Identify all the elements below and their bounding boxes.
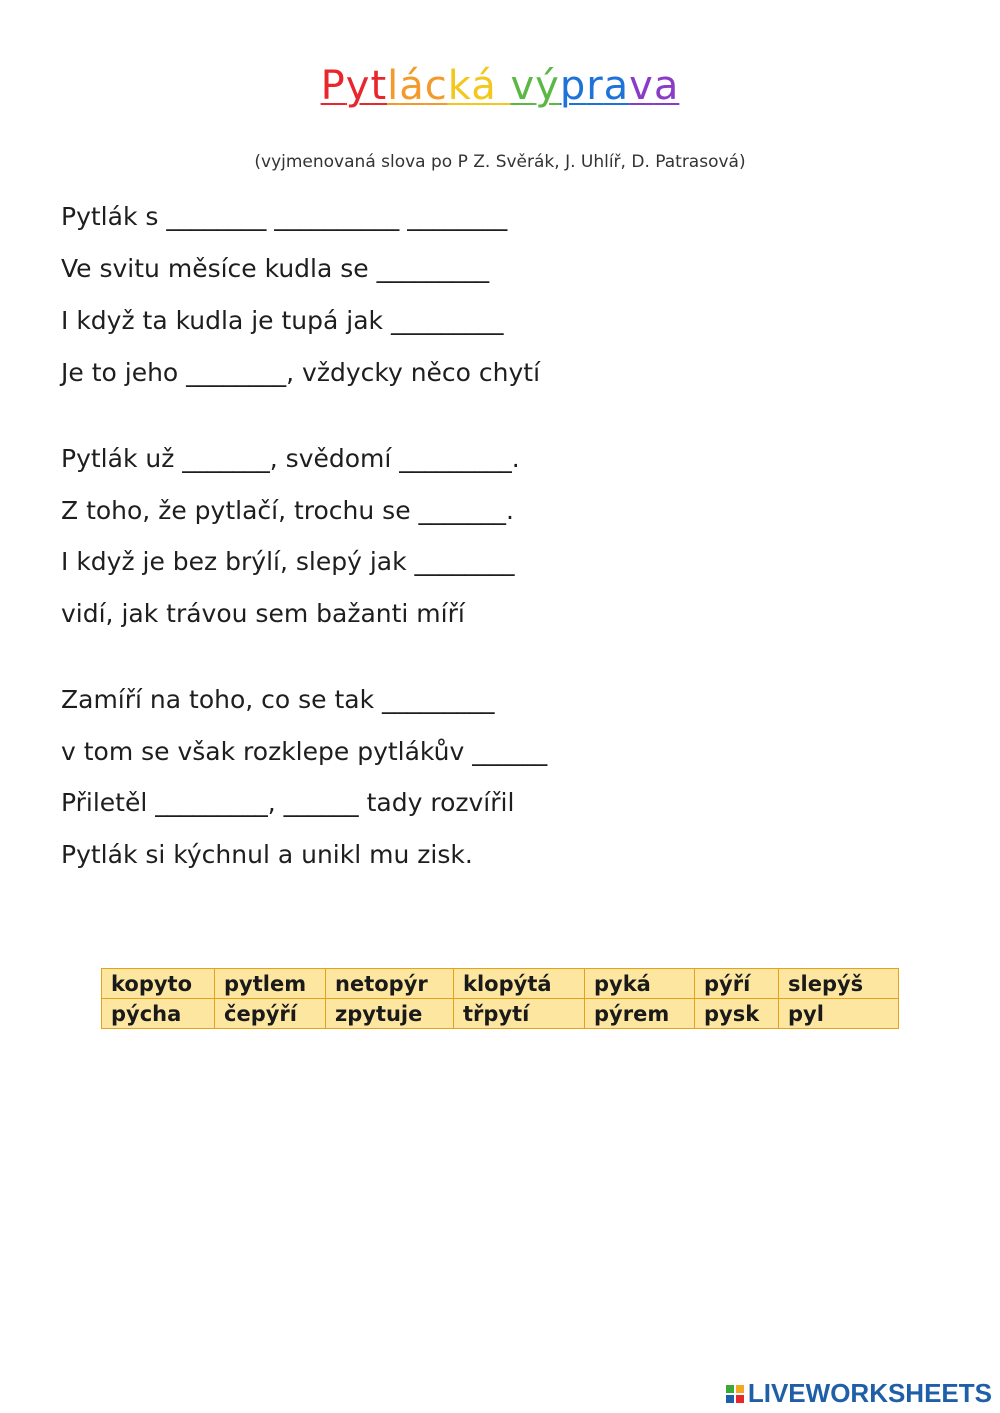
logo-square	[726, 1395, 734, 1403]
word-bank-cell[interactable]: pýcha	[102, 999, 215, 1029]
word-bank-cell[interactable]: netopýr	[326, 969, 454, 999]
verse-line: I když ta kudla je tupá jak _________	[61, 306, 504, 335]
title-letter: p	[559, 63, 587, 109]
title-letter: y	[345, 63, 371, 109]
logo-square	[726, 1385, 734, 1393]
verse-line: Pytlák už _______, svědomí _________.	[61, 444, 520, 473]
word-bank-row	[102, 969, 899, 999]
verse-line: Zamíří na toho, co se tak _________	[61, 685, 495, 714]
title-letter	[497, 63, 511, 109]
title-letter: P	[320, 63, 346, 109]
title-letter: a	[603, 63, 630, 109]
word-bank-cell[interactable]: pýří	[695, 969, 779, 999]
title-letter: ý	[535, 63, 560, 109]
verse-line: Je to jeho ________, vždycky něco chytí	[61, 358, 541, 387]
title-letter: a	[653, 63, 680, 109]
word-bank-cell[interactable]: klopýtá	[454, 969, 585, 999]
word-bank-table	[101, 968, 899, 1029]
title-letter: l	[387, 63, 400, 109]
subtitle: (vyjmenovaná slova po P Z. Svěrák, J. Uhlíř, D. Patrasová)	[254, 152, 746, 172]
worksheet-title	[0, 62, 1000, 110]
liveworksheets-logo	[726, 1378, 992, 1409]
title-letter: v	[510, 63, 536, 109]
verse-line: Ve svitu měsíce kudla se _________	[61, 254, 490, 283]
title-letter: á	[399, 63, 425, 109]
word-bank-cell[interactable]: čepýří	[215, 999, 326, 1029]
title-letter: r	[586, 63, 604, 109]
verse-line: vidí, jak trávou sem bažanti míří	[61, 599, 465, 628]
word-bank-cell[interactable]: pyká	[585, 969, 695, 999]
verse-line: Pytlák s ________ __________ ________	[61, 202, 508, 231]
word-bank-cell[interactable]: kopyto	[102, 969, 215, 999]
verse-line: v tom se však rozklepe pytlákův ______	[61, 737, 548, 766]
verse-line: Z toho, že pytlačí, trochu se _______.	[61, 496, 514, 525]
logo-square	[736, 1385, 744, 1393]
word-bank-row	[102, 999, 899, 1029]
word-bank-cell[interactable]: pyl	[779, 999, 899, 1029]
verse-line: Přiletěl _________, ______ tady rozvířil	[61, 788, 515, 817]
title-letter: c	[424, 63, 448, 109]
title-letter: v	[629, 63, 654, 109]
word-bank-cell[interactable]: zpytuje	[326, 999, 454, 1029]
logo-text: LIVEWORKSHEETS	[747, 1378, 992, 1408]
title-letter: á	[471, 63, 497, 109]
liveworksheets-logo-icon	[726, 1385, 744, 1403]
word-bank-cell[interactable]: slepýš	[779, 969, 899, 999]
title-letter: k	[447, 63, 472, 109]
verse-line: I když je bez brýlí, slepý jak ________	[61, 547, 515, 576]
word-bank-cell[interactable]: pýrem	[585, 999, 695, 1029]
word-bank-cell[interactable]: třpytí	[454, 999, 585, 1029]
word-bank-cell[interactable]: pytlem	[215, 969, 326, 999]
verse-line: Pytlák si kýchnul a unikl mu zisk.	[61, 840, 473, 869]
word-bank-cell[interactable]: pysk	[695, 999, 779, 1029]
logo-square	[736, 1395, 744, 1403]
title-letter: t	[370, 63, 388, 109]
